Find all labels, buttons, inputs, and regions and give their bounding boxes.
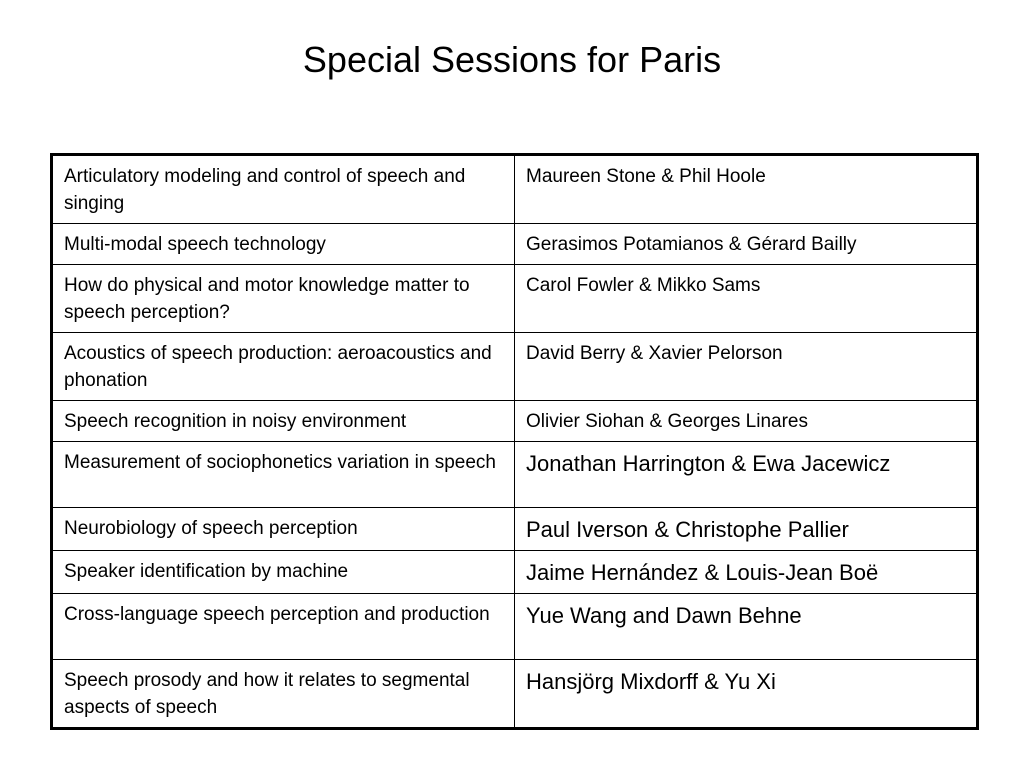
table-row [52,401,978,442]
table-row [52,551,978,594]
table-row [52,508,978,551]
session-topic-cell: Multi-modal speech technology [52,224,515,265]
session-organizers-cell: Maureen Stone & Phil Hoole [515,155,978,224]
session-organizers-cell: Carol Fowler & Mikko Sams [515,265,978,333]
table-row [52,442,978,508]
session-topic-cell: Speech recognition in noisy environment [52,401,515,442]
session-topic-cell: How do physical and motor knowledge matter to speech perception? [52,265,515,333]
session-organizers-cell: Gerasimos Potamianos & Gérard Bailly [515,224,978,265]
table-row [52,155,978,224]
table-row [52,660,978,729]
session-organizers-cell: David Berry & Xavier Pelorson [515,333,978,401]
session-organizers-cell: Olivier Siohan & Georges Linares [515,401,978,442]
session-organizers-cell: Jonathan Harrington & Ewa Jacewicz [515,442,978,508]
table-row [52,333,978,401]
session-topic-cell: Measurement of sociophonetics variation in speech [52,442,515,508]
session-topic-cell: Speech prosody and how it relates to segmental aspects of speech [52,660,515,729]
table-row [52,594,978,660]
session-organizers-cell: Hansjörg Mixdorff & Yu Xi [515,660,978,729]
slide-title: Special Sessions for Paris [302,39,722,80]
session-topic-cell: Cross-language speech perception and production [52,594,515,660]
session-organizers-cell: Yue Wang and Dawn Behne [515,594,978,660]
table-row [52,224,978,265]
session-organizers-cell: Jaime Hernández & Louis-Jean Boë [515,551,978,594]
session-topic-cell: Speaker identification by machine [52,551,515,594]
session-topic-cell: Acoustics of speech production: aeroacoustics and phonation [52,333,515,401]
sessions-table [50,153,979,730]
table-row [52,265,978,333]
session-topic-cell: Articulatory modeling and control of speech and singing [52,155,515,224]
session-topic-cell: Neurobiology of speech perception [52,508,515,551]
session-organizers-cell: Paul Iverson & Christophe Pallier [515,508,978,551]
